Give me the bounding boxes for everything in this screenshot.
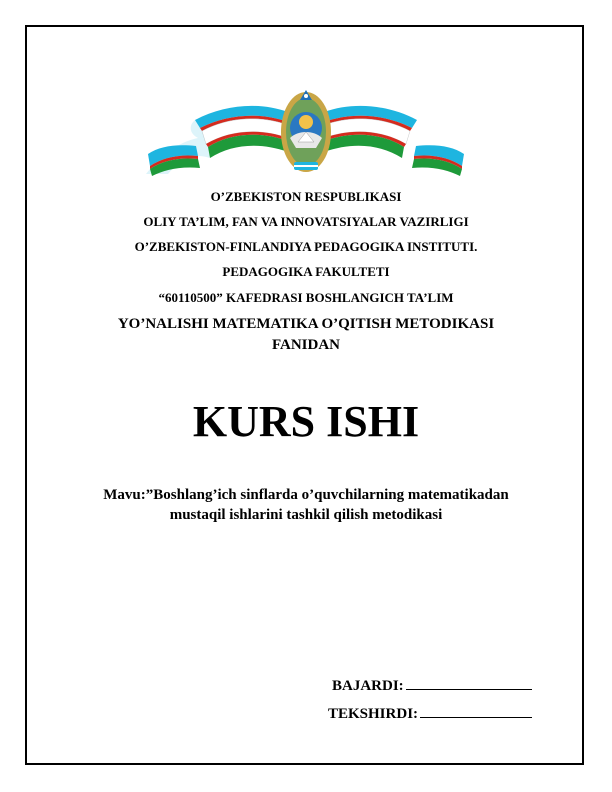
subject-heading-line1: YO’NALISHI MATEMATIKA O’QITISH METODIKASI	[117, 316, 495, 332]
subject-heading-line2: FANIDAN	[271, 337, 341, 353]
document-title: KURS ISHI	[192, 397, 420, 446]
topic-line1: Mavu:”Boshlang’ich sinflarda o’quvchilarning matematikadan	[103, 487, 509, 503]
ministry-heading: OLIY TA’LIM, FAN VA INNOVATSIYALAR VAZIRLIGI	[143, 214, 469, 229]
institute-heading: O’ZBEKISTON-FINLANDIYA PEDAGOGIKA INSTITUTI.	[134, 239, 478, 254]
uzbekistan-state-emblem-icon	[140, 82, 472, 180]
performed-by-label: BAJARDI:	[332, 678, 404, 694]
emblem-center	[281, 90, 331, 172]
checked-by-blank	[420, 703, 532, 718]
performed-by-field	[332, 675, 532, 695]
department-heading: “60110500” KAFEDRASI BOSHLANGICH TA’LIM	[158, 290, 454, 305]
checked-by-label: TEKSHIRDI:	[328, 706, 419, 722]
checked-by-field	[328, 703, 532, 723]
faculty-heading: PEDAGOGIKA FAKULTETI	[222, 264, 390, 279]
left-flag-ribbon	[146, 106, 288, 176]
republic-heading: O’ZBEKISTON RESPUBLIKASI	[210, 189, 402, 204]
right-flag-ribbon	[324, 106, 464, 176]
performed-by-blank	[406, 675, 532, 690]
topic-line2: mustaqil ishlarini tashkil qilish metodikasi	[169, 507, 443, 523]
